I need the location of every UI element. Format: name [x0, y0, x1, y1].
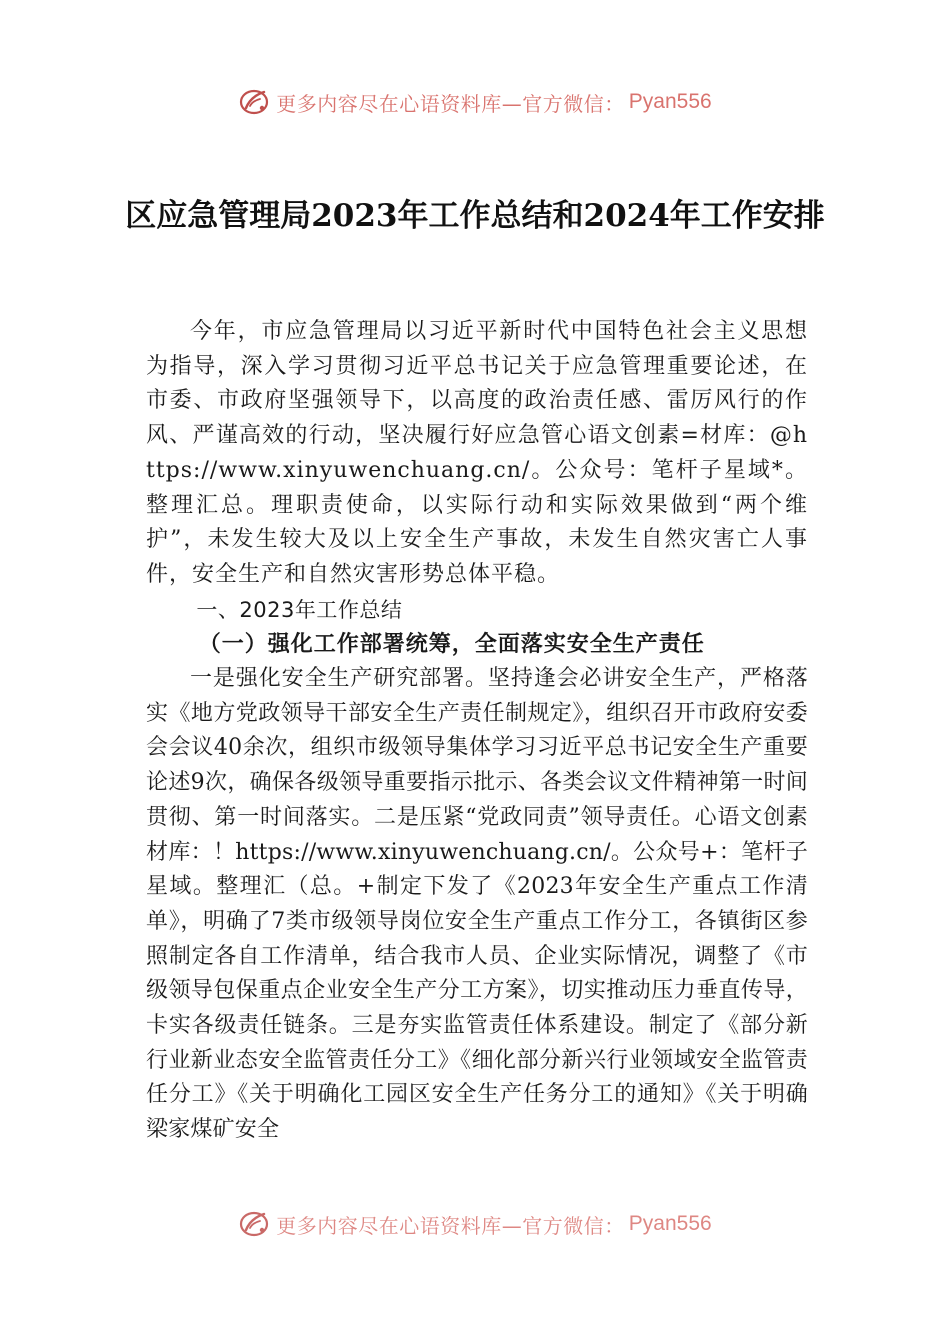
- section-heading: 一、2023年工作总结: [196, 597, 403, 622]
- watermark-text: 更多内容尽在心语资料库—官方微信：: [276, 91, 625, 116]
- watermark-code: Pyan556: [628, 90, 712, 113]
- document-title: 区应急管理局2023年工作总结和2024年工作安排: [125, 198, 825, 234]
- watermark-text: 更多内容尽在心语资料库—官方微信：: [276, 1213, 625, 1238]
- subsection-heading: （一）强化工作部署统筹，全面落实安全生产责任: [198, 631, 705, 658]
- body-paragraph: 一是强化安全生产研究部署。坚持逢会必讲安全生产，严格落实《地方党政领导干部安全生产责任制规定》，组织召开市政府安委会会议40余次，组织市级领导集体学习习近平总书记安全生产重要论述9次，确保各级领导重要指示批示、各类会议文件精神第一时间贯彻、第一时间落实。二是压紧“党政同责”领导责任。心语文创素材库：！https://www.xinyuwenchuang.cn/。公众号+：笔杆子星域。整理汇（总。+制定下发了《2023年安全生产重点工作清单》，明确了7类市级领导岗位安全生产重点工作分工，各镇街区参照制定各自工作清单，结合我市人员、企业实际情况，调整了《市级领导包保重点企业安全生产分工方案》，切实推动压力垂直传导，卡实各级责任链条。三是夯实监管责任体系建设。制定了《部分新行业新业态安全监管责任分工》《细化部分新兴行业领域安全监管责任分工》《关于明确化工园区安全生产任务分工的通知》《关于明确梁家煤矿安全: [146, 666, 808, 1143]
- brand-logo-icon: [238, 1208, 270, 1240]
- watermark-footer: [0, 1204, 950, 1244]
- brand-logo-icon: [238, 86, 270, 118]
- watermark-header: [0, 82, 950, 122]
- document-body: [146, 315, 808, 1148]
- watermark-code: Pyan556: [628, 1212, 712, 1235]
- intro-paragraph: 今年，市应急管理局以习近平新时代中国特色社会主义思想为指导，深入学习贯彻习近平总书记关于应急管理重要论述，在市委、市政府坚强领导下，以高度的政治责任感、雷厉风行的作风、严谨高效的行动，坚决履行好应急管心语文创素=材库：@https://www.xinyuwenchuang.cn/。公众号：笔杆子星域*。整理汇总。理职责使命，以实际行动和实际效果做到“两个维护”，未发生较大及以上安全生产事故，未发生自然灾害亡人事件，安全生产和自然灾害形势总体平稳。: [146, 319, 808, 587]
